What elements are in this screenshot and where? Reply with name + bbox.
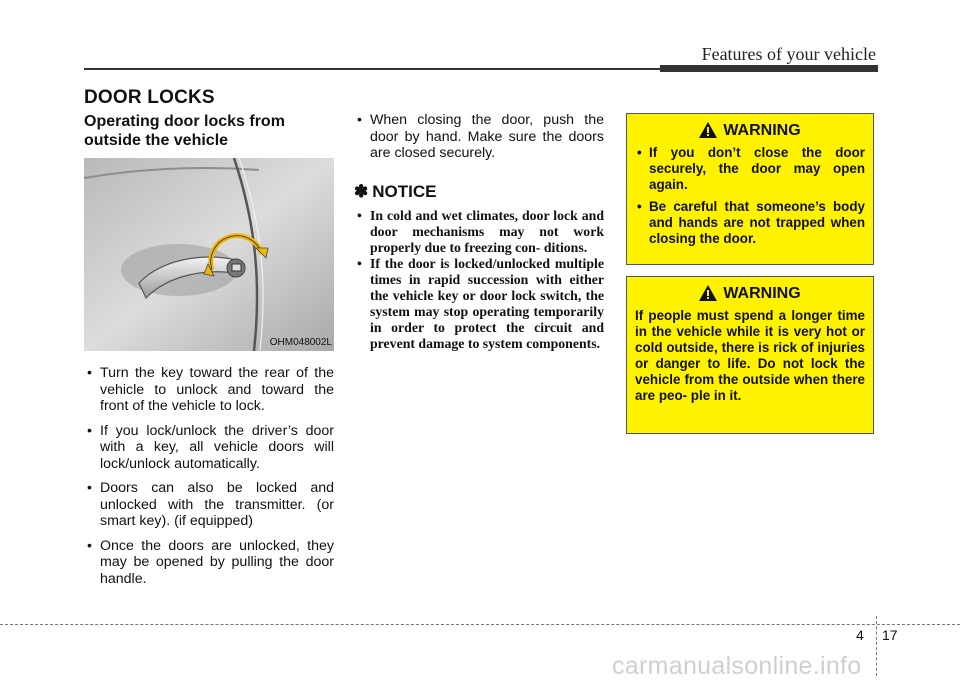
page-number: 17 — [882, 627, 898, 643]
door-lock-key-image — [84, 158, 334, 351]
list-item: • Doors can also be locked and unlocked with the transmitter. (or smart key). (if equipped) — [84, 480, 334, 530]
door-handle-illustration — [84, 158, 334, 351]
warning-item: • If you don’t close the door securely, the door may open again. — [635, 145, 865, 193]
warning-title: WARNING — [723, 122, 801, 139]
notice-heading — [354, 182, 436, 202]
chapter-number: 4 — [856, 627, 864, 643]
notice-title: NOTICE — [372, 182, 437, 201]
list-item: • When closing the door, push the door by hand. Make sure the doors are closed securely. — [354, 112, 604, 162]
section-title: DOOR LOCKS — [84, 87, 215, 108]
instruction-list — [84, 365, 334, 595]
warning-box-occupants — [626, 276, 874, 434]
watermark: carmanualsonline.info — [612, 652, 862, 680]
list-item: • Once the doors are unlocked, they may be opened by pulling the door handle. — [84, 538, 334, 588]
warning-item: • Be careful that someone’s body and hands are not trapped when closing the door. — [635, 199, 865, 247]
illustration-code: OHM048002L — [269, 337, 332, 348]
header-rule-accent — [660, 65, 878, 72]
notice-item: • In cold and wet climates, door lock and door mechanisms may not work properly due to freezing con- ditions. — [354, 208, 604, 256]
subsection-title: Operating door locks from outside the vehicle — [84, 113, 285, 149]
warning-title: WARNING — [723, 285, 801, 302]
notice-item: • If the door is locked/unlocked multiple times in rapid succession with either the vehicle key or door lock switch, the system may stop operating temporarily in order to protect the circuit and prevent damage to system components. — [354, 256, 604, 352]
closing-instruction-list — [354, 112, 604, 170]
list-item: • If you lock/unlock the driver’s door with a key, all vehicle doors will lock/unlock automatically. — [84, 423, 334, 473]
list-item: • Turn the key toward the rear of the vehicle to unlock and toward the front of the vehicle to lock. — [84, 365, 334, 415]
warning-list — [635, 145, 865, 247]
running-header: Features of your vehicle — [701, 44, 876, 64]
warning-heading — [635, 122, 865, 139]
warning-heading — [635, 285, 865, 302]
footer-divider — [876, 616, 877, 676]
warning-triangle-icon — [699, 285, 717, 301]
notice-list — [354, 208, 604, 352]
warning-text: If people must spend a longer time in the vehicle while it is very hot or cold outside, there is rick of injuries or danger to life. Do not lock the vehicle from the outside when there are peo- ple in it. — [635, 308, 865, 403]
warning-triangle-icon — [699, 122, 717, 138]
footer-rule — [0, 624, 960, 625]
warning-box-door — [626, 113, 874, 265]
notice-star-icon: ✽ — [354, 182, 369, 201]
